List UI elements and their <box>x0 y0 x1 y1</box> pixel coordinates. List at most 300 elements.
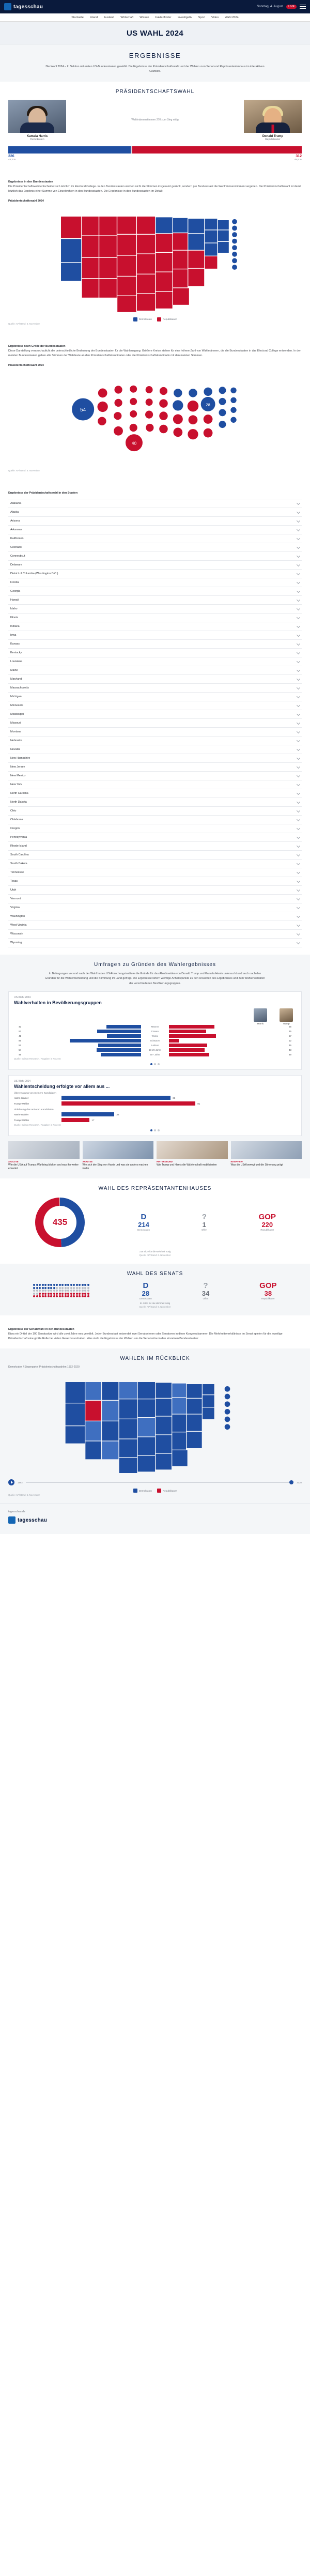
candidate-harris-photo <box>8 100 66 133</box>
presidential-heading: PRÄSIDENTSCHAFTSWAHL <box>115 88 195 95</box>
senate-seat <box>82 1293 84 1295</box>
group-label: 18-29 Jahre <box>149 1049 161 1052</box>
teaser-3-title: Was die USA bewegt und die Stimmung prägt <box>230 1163 283 1167</box>
senate-dem-seats: 28 <box>142 1289 150 1297</box>
house-tally <box>8 1197 302 1248</box>
nav-item-7[interactable]: Sport <box>198 16 205 19</box>
teaser-2-title: Wie Trump und Harris die Wählerschaft mobilisierten <box>157 1163 217 1167</box>
state-row[interactable] <box>8 824 302 833</box>
state-row[interactable] <box>8 570 302 578</box>
senate-seat <box>82 1287 84 1289</box>
senate-seat <box>61 1287 64 1289</box>
nav-item-4[interactable]: Wissen <box>140 16 149 19</box>
state-row-label: Rhode Island <box>10 844 27 848</box>
reason-value: 17 <box>91 1118 95 1122</box>
state-row[interactable] <box>8 921 302 930</box>
senate-seat <box>79 1295 81 1297</box>
group-left-value: 49 <box>19 1053 21 1056</box>
senate-seat <box>33 1287 35 1289</box>
carousel-dot-4[interactable] <box>150 1129 152 1131</box>
state-row-label: Kalifornien <box>10 536 24 540</box>
chevron-down-icon[interactable] <box>297 914 300 918</box>
chevron-down-icon[interactable] <box>297 835 300 839</box>
state-row[interactable] <box>8 868 302 877</box>
chevron-down-icon[interactable] <box>297 879 300 883</box>
teaser-1[interactable] <box>83 1141 154 1171</box>
senate-seat <box>76 1290 78 1292</box>
chevron-down-icon[interactable] <box>297 739 300 742</box>
candidate-harris-name: Kamala Harris <box>26 134 48 138</box>
carousel-dot-5[interactable] <box>154 1129 156 1131</box>
group-right-bar-wrap <box>169 1053 287 1056</box>
state-row[interactable] <box>8 596 302 605</box>
state-row[interactable] <box>8 526 302 534</box>
state-row-label: Oregon <box>10 826 20 830</box>
state-row-label: New Hampshire <box>10 756 30 760</box>
trump-electors: 312 <box>296 154 302 158</box>
group-label: 65+ Jahre <box>150 1053 160 1056</box>
chevron-down-icon[interactable] <box>297 906 300 909</box>
senate-seat <box>82 1290 84 1292</box>
state-row[interactable] <box>8 508 302 517</box>
nav-item-0[interactable]: Startseite <box>71 16 84 19</box>
state-row-label: Colorado <box>10 545 22 549</box>
senate-seat <box>67 1293 69 1295</box>
state-row[interactable] <box>8 745 302 754</box>
chevron-down-icon[interactable] <box>297 651 300 654</box>
senate-seat <box>73 1290 75 1292</box>
chevron-down-icon[interactable] <box>297 510 300 514</box>
senate-tally <box>8 1282 302 1300</box>
carousel-dot-3[interactable] <box>158 1063 160 1065</box>
house-other-label: Offen <box>201 1229 207 1232</box>
house-section <box>0 1178 310 1264</box>
group-right-value: 55 <box>289 1025 291 1029</box>
senate-seat <box>56 1287 58 1289</box>
reason-value: 81 <box>197 1102 200 1105</box>
state-row[interactable] <box>8 728 302 737</box>
brand-name: tagesschau <box>13 4 43 10</box>
chevron-down-icon[interactable] <box>297 572 300 575</box>
state-row[interactable] <box>8 552 302 561</box>
group-left-bar <box>97 1030 141 1033</box>
state-row[interactable] <box>8 895 302 903</box>
chevron-down-icon[interactable] <box>297 853 300 856</box>
state-row[interactable] <box>8 534 302 543</box>
chevron-down-icon[interactable] <box>297 703 300 707</box>
us-bubble-map[interactable] <box>8 370 302 468</box>
house-dem <box>137 1213 150 1231</box>
house-donut <box>34 1197 86 1248</box>
history-map[interactable] <box>8 1372 302 1475</box>
chart-groups-kicker: US-Wahl 2024 <box>14 996 31 1000</box>
state-row[interactable] <box>8 780 302 789</box>
group-left-bar-wrap <box>23 1039 141 1042</box>
chevron-down-icon[interactable] <box>297 686 300 689</box>
senate-section <box>0 1264 310 1315</box>
state-row[interactable] <box>8 886 302 895</box>
senate-seat <box>61 1293 64 1295</box>
carousel-dots-1[interactable] <box>14 1063 296 1065</box>
teaser-2-category: HINTERGRUND <box>157 1160 173 1163</box>
senate-seat <box>48 1290 50 1292</box>
senate-seat <box>73 1287 75 1289</box>
nav-item-5[interactable]: Faktenfinder <box>155 16 172 19</box>
teaser-0-category: ANALYSE <box>8 1160 19 1163</box>
state-row-label: Mississippi <box>10 712 24 716</box>
state-row-label: New Mexico <box>10 774 26 777</box>
chevron-down-icon[interactable] <box>297 862 300 865</box>
chevron-down-icon[interactable] <box>297 897 300 900</box>
state-row[interactable] <box>8 622 302 631</box>
group-right-bar <box>169 1053 209 1056</box>
chevron-down-icon[interactable] <box>297 712 300 716</box>
chart-cand-trump <box>280 1008 293 1025</box>
house-rep <box>259 1213 276 1231</box>
state-row-label: Louisiana <box>10 660 23 663</box>
state-row-label: Wisconsin <box>10 932 23 936</box>
group-right-bar-wrap <box>169 1048 287 1052</box>
senate-seat <box>76 1284 78 1286</box>
senate-seat <box>82 1284 84 1286</box>
senate-seat <box>56 1290 58 1292</box>
state-row[interactable] <box>8 763 302 772</box>
chevron-down-icon[interactable] <box>297 589 300 593</box>
senate-seat <box>44 1287 47 1289</box>
state-row[interactable] <box>8 737 302 745</box>
state-row[interactable] <box>8 693 302 701</box>
candidate-harris <box>8 100 66 141</box>
chevron-down-icon[interactable] <box>297 826 300 830</box>
nav-item-9[interactable]: Wahl 2024 <box>225 16 239 19</box>
legend-swatch-rep <box>157 317 161 321</box>
state-row[interactable] <box>8 816 302 824</box>
chevron-down-icon[interactable] <box>297 730 300 733</box>
menu-icon[interactable] <box>300 5 306 9</box>
house-heading: WAHL DES REPRÄSENTANTENHAUSES <box>98 1185 212 1191</box>
chevron-down-icon[interactable] <box>297 536 300 540</box>
state-list <box>8 499 302 947</box>
senate-seat <box>44 1293 47 1295</box>
senate-seat <box>56 1293 58 1295</box>
nav-item-3[interactable]: Wirtschaft <box>120 16 134 19</box>
chevron-down-icon[interactable] <box>297 642 300 646</box>
state-row[interactable] <box>8 640 302 649</box>
senate-seatgrid-col <box>33 1284 89 1297</box>
carousel-dots-2[interactable] <box>14 1129 296 1131</box>
chevron-down-icon[interactable] <box>297 607 300 610</box>
state-row-label: Nebraska <box>10 739 23 742</box>
group-label: Schwarze <box>150 1039 160 1042</box>
group-left-bar <box>101 1053 141 1056</box>
chevron-down-icon[interactable] <box>297 677 300 681</box>
state-row-label: Alaska <box>10 510 19 514</box>
senate-seat <box>33 1295 35 1297</box>
history-note: Demokraten / Siegerpartei Präsidentschaftswahlen 1992-2020 <box>8 1366 80 1369</box>
state-row-label: Oklahoma <box>10 818 23 821</box>
group-left-value: 86 <box>19 1039 21 1042</box>
footer-label: tagesschau.de <box>8 1510 25 1514</box>
state-row[interactable] <box>8 657 302 666</box>
group-left-value: 52 <box>19 1044 21 1047</box>
state-row[interactable] <box>8 517 302 526</box>
chevron-down-icon[interactable] <box>297 747 300 751</box>
chevron-down-icon[interactable] <box>297 774 300 777</box>
nav-item-2[interactable]: Ausland <box>104 16 115 19</box>
state-row[interactable] <box>8 701 302 710</box>
chevron-down-icon[interactable] <box>297 633 300 637</box>
svg-text:40: 40 <box>131 441 137 446</box>
chevron-down-icon[interactable] <box>297 932 300 936</box>
map-bubbles-subtitle: Präsidentschaftswahl 2024 <box>8 363 44 367</box>
state-row[interactable] <box>8 666 302 675</box>
chevron-down-icon[interactable] <box>297 616 300 619</box>
state-row[interactable] <box>8 833 302 842</box>
history-legend-swatch-rep <box>157 1489 161 1493</box>
chart-groups-candidates <box>14 1008 296 1025</box>
group-right-bar-wrap <box>169 1034 287 1038</box>
chevron-down-icon[interactable] <box>297 818 300 821</box>
senate-seat <box>42 1295 44 1297</box>
chart-cand-harris <box>254 1008 267 1025</box>
senate-seat <box>53 1284 55 1286</box>
chevron-down-icon[interactable] <box>297 563 300 566</box>
live-badge: LIVE <box>286 5 297 9</box>
teaser-1-category: ANALYSE <box>82 1160 93 1163</box>
state-row[interactable] <box>8 789 302 798</box>
us-choropleth-map[interactable] <box>8 206 302 314</box>
teaser-2-image <box>157 1141 228 1159</box>
state-row[interactable] <box>8 903 302 912</box>
reason-value: 32 <box>116 1113 119 1116</box>
senate-seat <box>76 1287 78 1289</box>
candidate-trump-photo <box>244 100 302 133</box>
chevron-down-icon[interactable] <box>297 791 300 795</box>
reason-bar <box>61 1101 195 1106</box>
carousel-dot-1[interactable] <box>150 1063 152 1065</box>
state-row-label: Arizona <box>10 519 20 523</box>
state-row[interactable] <box>8 675 302 684</box>
house-caption: Quelle: AP/Stand: 6. November <box>139 1253 171 1256</box>
group-bar-row <box>14 1053 296 1056</box>
state-row[interactable] <box>8 719 302 728</box>
chevron-down-icon[interactable] <box>297 695 300 698</box>
state-row[interactable] <box>8 499 302 508</box>
senate-seat <box>42 1290 44 1292</box>
state-row-label: Vermont <box>10 897 21 900</box>
state-row[interactable] <box>8 578 302 587</box>
brand-logo[interactable] <box>4 3 43 10</box>
senate-seat <box>44 1284 47 1286</box>
chevron-down-icon[interactable] <box>297 765 300 769</box>
map-states-group <box>61 217 229 312</box>
teaser-row <box>8 1141 302 1171</box>
state-row[interactable] <box>8 939 302 947</box>
history-legend-label-rep: Republikaner <box>162 1489 177 1492</box>
chevron-down-icon[interactable] <box>297 545 300 549</box>
state-row[interactable] <box>8 754 302 763</box>
state-row[interactable] <box>8 587 302 596</box>
house-rep-seats: 220 <box>261 1221 273 1229</box>
footer <box>0 1504 310 1534</box>
senate-seat <box>67 1295 69 1297</box>
candidate-trump <box>244 100 302 141</box>
candidate-harris-party: Demokraten <box>30 137 44 141</box>
state-row-label: Arkansas <box>10 528 22 531</box>
senate-seat <box>79 1287 81 1289</box>
chevron-down-icon[interactable] <box>297 941 300 944</box>
senate-seat <box>84 1284 86 1286</box>
electoral-kicker: Wahlmännerstimmen 270 zum Sieg nötig <box>131 118 179 122</box>
chevron-down-icon[interactable] <box>297 888 300 892</box>
state-row[interactable] <box>8 614 302 622</box>
state-row[interactable] <box>8 649 302 657</box>
nav-item-6[interactable]: Investigativ <box>177 16 192 19</box>
chevron-down-icon[interactable] <box>297 844 300 848</box>
bubble-group <box>72 385 237 451</box>
chevron-down-icon[interactable] <box>297 756 300 760</box>
state-row[interactable] <box>8 851 302 860</box>
house-rep-label: Republikaner <box>260 1229 274 1232</box>
state-row[interactable] <box>8 912 302 921</box>
candidate-midblock <box>66 100 244 141</box>
senate-seat <box>70 1293 72 1295</box>
history-slider-knob[interactable] <box>289 1480 293 1484</box>
senate-seat <box>61 1290 64 1292</box>
electoral-bar-rep <box>132 146 302 154</box>
chevron-down-icon[interactable] <box>297 554 300 558</box>
group-right-value: 12 <box>289 1039 291 1042</box>
house-dem-label: Demokraten <box>137 1229 150 1232</box>
chevron-down-icon[interactable] <box>297 528 300 531</box>
state-row[interactable] <box>8 930 302 939</box>
state-row[interactable] <box>8 561 302 570</box>
chevron-down-icon[interactable] <box>297 668 300 672</box>
us-bubble-svg <box>8 370 302 468</box>
state-row-label: South Carolina <box>10 853 29 856</box>
group-right-bar <box>169 1030 206 1033</box>
chevron-down-icon[interactable] <box>297 923 300 927</box>
chevron-down-icon[interactable] <box>297 800 300 804</box>
teaser-0-title: Wie die USA auf Trumps Wahlsieg blicken und was ihn weiter erwartet <box>8 1163 79 1171</box>
teaser-0[interactable] <box>8 1141 80 1171</box>
group-right-bar-wrap <box>169 1044 287 1047</box>
senate-seat <box>50 1295 52 1297</box>
chevron-down-icon[interactable] <box>297 809 300 812</box>
chevron-down-icon[interactable] <box>297 870 300 874</box>
state-row[interactable] <box>8 877 302 886</box>
senate-seat <box>65 1290 67 1292</box>
history-legend-rep <box>157 1489 177 1493</box>
chevron-down-icon[interactable] <box>297 519 300 523</box>
candidate-trump-party: Republikaner <box>265 137 281 141</box>
state-row[interactable] <box>8 710 302 719</box>
senate-seat <box>36 1293 38 1295</box>
history-map-states <box>66 1382 214 1473</box>
group-left-bar-wrap <box>23 1030 141 1033</box>
group-right-bar-wrap <box>169 1039 287 1042</box>
state-row[interactable] <box>8 684 302 693</box>
teaser-2[interactable] <box>157 1141 228 1171</box>
chevron-down-icon[interactable] <box>297 501 300 505</box>
senate-seat <box>33 1290 35 1292</box>
senate-seat <box>39 1284 41 1286</box>
state-row[interactable] <box>8 798 302 807</box>
history-map-dots <box>225 1386 230 1430</box>
group-right-bar-wrap <box>169 1025 287 1029</box>
state-row[interactable] <box>8 631 302 640</box>
group-left-value: 41 <box>19 1035 21 1038</box>
group-left-bar-wrap <box>23 1025 141 1029</box>
history-caption: Quelle: AP/Stand: 6. November <box>8 1494 40 1497</box>
group-left-bar <box>107 1034 141 1038</box>
play-icon[interactable] <box>8 1479 14 1485</box>
nav-item-1[interactable]: Inland <box>89 16 98 19</box>
state-row[interactable] <box>8 842 302 851</box>
senate-seat <box>84 1295 86 1297</box>
chevron-down-icon[interactable] <box>297 598 300 602</box>
carousel-dot-2[interactable] <box>154 1063 156 1065</box>
reason-label: Trump-Wähler <box>14 1118 29 1122</box>
history-legend-swatch-dem <box>133 1489 137 1493</box>
senate-seat <box>53 1293 55 1295</box>
footer-logo[interactable] <box>8 1516 302 1524</box>
chevron-down-icon[interactable] <box>297 624 300 628</box>
chart-reasons-kicker: US-Wahl 2024 <box>14 1080 31 1083</box>
chart-reasons-card <box>8 1075 302 1136</box>
senate-seat <box>33 1284 35 1286</box>
carousel-dot-6[interactable] <box>158 1129 160 1131</box>
senate-other <box>202 1282 209 1300</box>
legend-item-dem <box>133 317 152 321</box>
map-electoral-section <box>0 168 310 332</box>
chart-groups-title: Wahlverhalten in Bevölkerungsgruppen <box>14 1000 102 1006</box>
chevron-down-icon[interactable] <box>297 721 300 725</box>
candidate-trump-name: Donald Trump <box>262 134 284 138</box>
map-small-state-dots <box>232 219 237 270</box>
history-timeline[interactable] <box>8 1479 302 1485</box>
house-total-seats: 435 <box>52 1217 68 1227</box>
state-row-label: Pennsylvania <box>10 835 27 839</box>
group-bar-row <box>14 1039 296 1042</box>
chevron-down-icon[interactable] <box>297 660 300 663</box>
history-slider-track[interactable] <box>26 1482 293 1483</box>
senate-seat <box>79 1290 81 1292</box>
chevron-down-icon[interactable] <box>297 783 300 786</box>
state-row[interactable] <box>8 772 302 780</box>
history-map-svg <box>8 1372 302 1475</box>
nav-item-8[interactable]: Video <box>211 16 219 19</box>
senate-seat <box>67 1290 69 1292</box>
state-row-label: Massachusetts <box>10 686 29 689</box>
state-row[interactable] <box>8 860 302 868</box>
history-year-end: 2020 <box>297 1481 302 1484</box>
group-label: Männer <box>151 1025 159 1029</box>
teaser-3[interactable] <box>231 1141 302 1171</box>
senate-seat <box>56 1295 58 1297</box>
state-row-label: Minnesota <box>10 703 23 707</box>
group-label: Weiße <box>151 1035 159 1038</box>
state-row[interactable] <box>8 543 302 552</box>
state-row-label: Georgia <box>10 589 21 593</box>
chevron-down-icon[interactable] <box>297 580 300 584</box>
harris-electors: 226 <box>8 154 14 158</box>
state-row[interactable] <box>8 605 302 614</box>
senate-majority-note: 51 Sitze für die Mehrheit nötig <box>140 1301 171 1305</box>
house-other <box>202 1213 207 1231</box>
us-map-svg <box>8 206 302 314</box>
state-row[interactable] <box>8 807 302 816</box>
